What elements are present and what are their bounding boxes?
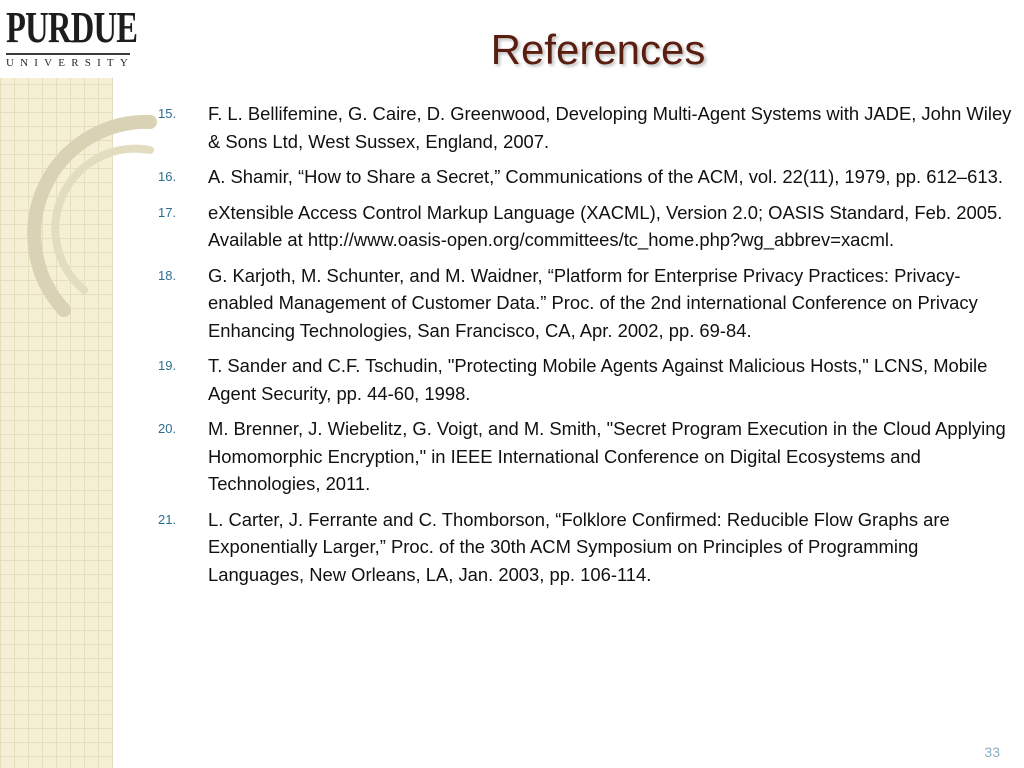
reference-number: 20. bbox=[158, 421, 177, 436]
reference-text: T. Sander and C.F. Tschudin, "Protecting Mobile Agents Against Malicious Hosts," LCNS, Mobile Agent Security, pp. 44-60, 1998. bbox=[208, 355, 988, 404]
reference-number: 19. bbox=[158, 358, 177, 373]
logo-subtitle: UNIVERSITY bbox=[6, 57, 134, 69]
reference-number: 15. bbox=[158, 106, 177, 121]
reference-item bbox=[152, 415, 1018, 498]
reference-text: eXtensible Access Control Markup Language (XACML), Version 2.0; OASIS Standard, Feb. 2005. Available at http://www.oasis-open.org/committees/tc_home.php?wg_abbrev=xacml. bbox=[208, 201, 1003, 250]
reference-text: F. L. Bellifemine, G. Caire, D. Greenwood, Developing Multi-Agent Systems with JADE, John Wiley & Sons Ltd, West Sussex, England, 2007. bbox=[208, 103, 1012, 152]
reference-number: 17. bbox=[158, 204, 177, 220]
reference-item bbox=[152, 262, 1018, 345]
reference-item bbox=[152, 199, 1018, 254]
decorative-arc-inner bbox=[55, 149, 150, 290]
slide-title: References bbox=[490, 26, 706, 73]
reference-text: G. Karjoth, M. Schunter, and M. Waidner, “Platform for Enterprise Privacy Practices: Privacy-enabled Management of Customer Data.” Proc. of the 2nd international Conference on Privacy Enhancing Technologies, San Francisco, CA, Apr. 2002, pp. 69-84. bbox=[208, 264, 978, 341]
reference-item bbox=[152, 506, 1018, 589]
reference-item bbox=[152, 100, 1018, 155]
reference-item bbox=[152, 352, 1018, 407]
reference-list bbox=[152, 100, 1018, 596]
reference-text: M. Brenner, J. Wiebelitz, G. Voigt, and M. Smith, "Secret Program Execution in the Cloud Applying Homomorphic Encryption," in IEEE International Conference on Digital Ecosystems and Technologies, 2011. bbox=[208, 418, 1006, 494]
reference-number: 21. bbox=[158, 511, 177, 527]
reference-item bbox=[152, 163, 1018, 191]
reference-text: L. Carter, J. Ferrante and C. Thomborson, “Folklore Confirmed: Reducible Flow Graphs are Exponentially Larger,” Proc. of the 30th ACM Symposium on Principles of Programming Languages, New Orleans, LA, Jan. 2003, pp. 106-114. bbox=[208, 508, 950, 585]
reference-number: 18. bbox=[158, 267, 177, 283]
reference-text: A. Shamir, “How to Share a Secret,” Communications of the ACM, vol. 22(11), 1979, pp. 612–613. bbox=[208, 166, 1003, 187]
page-number: 33 bbox=[984, 744, 1000, 760]
reference-number: 16. bbox=[158, 169, 177, 184]
logo-wordmark: PURDUE bbox=[6, 3, 138, 52]
